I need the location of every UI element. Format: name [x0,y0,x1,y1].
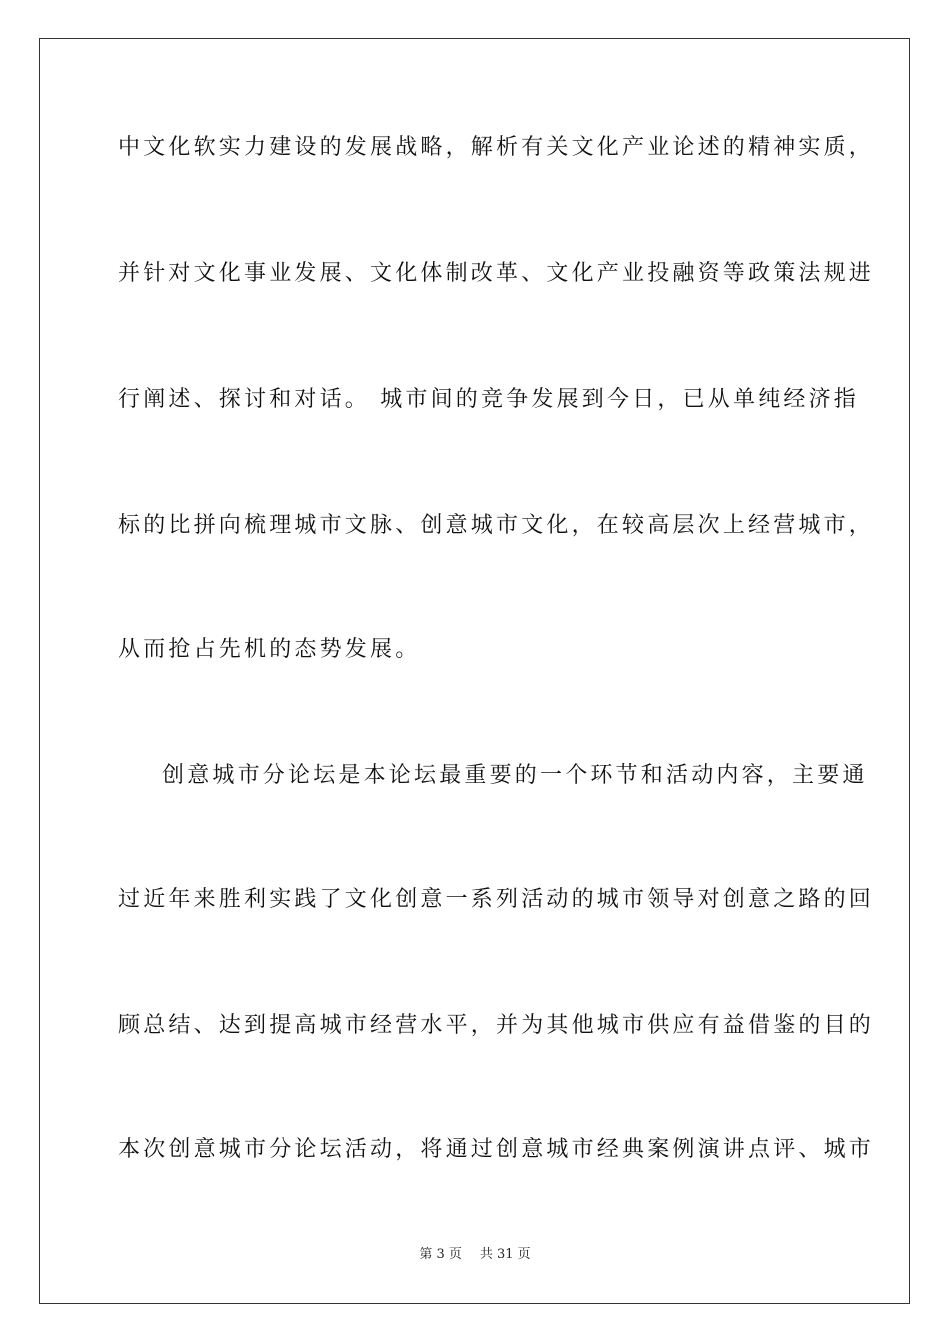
text-line: 顾总结、达到提高城市经营水平，并为其他城市供应有益借鉴的目的 [118,1013,875,1038]
text-line: 行阐述、探讨和对话。 城市间的竞争发展到今日，已从单纯经济指 [118,387,859,412]
page-border [39,38,910,1304]
text-line: 标的比拼向梳理城市文脉、创意城市文化，在较高层次上经营城市， [118,513,875,538]
text-line: 中文化软实力建设的发展战略，解析有关文化产业论述的精神实质， [118,135,875,160]
page-number: 第 3 页 [419,1247,462,1262]
text-line: 从而抢占先机的态势发展。 [118,637,421,662]
page-total: 共 31 页 [479,1247,531,1262]
text-line: 本次创意城市分论坛活动，将通过创意城市经典案例演讲点评、城市 [118,1137,875,1162]
paragraph-first-line: 创意城市分论坛是本论坛最重要的一个环节和活动内容，主要通 [162,763,868,788]
text-line: 并针对文化事业发展、文化体制改革、文化产业投融资等政策法规进 [118,261,875,286]
text-line: 过近年来胜利实践了文化创意一系列活动的城市领导对创意之路的回 [118,887,875,912]
page-footer [0,1246,950,1264]
